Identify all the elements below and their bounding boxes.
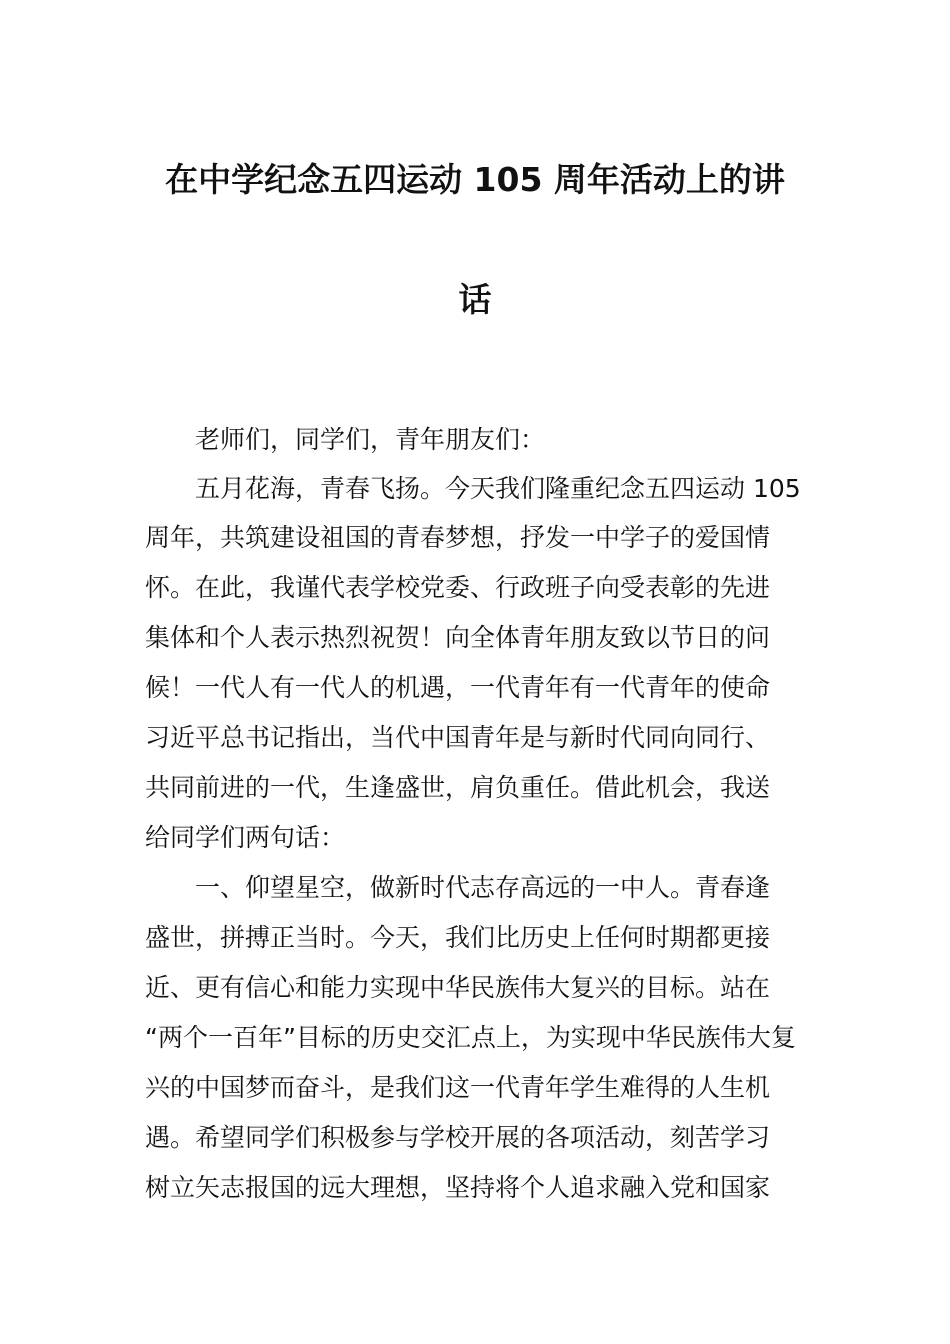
body-line: 兴的中国梦而奋斗，是我们这一代青年学生难得的人生机 [145, 1073, 771, 1102]
body-line: 树立矢志报国的远大理想，坚持将个人追求融入党和国家 [145, 1173, 771, 1202]
body-line: 盛世，拼搏正当时。今天，我们比历史上任何时期都更接 [145, 923, 771, 952]
body-line: 共同前进的一代，生逢盛世，肩负重任。借此机会，我送 [145, 773, 771, 802]
body-line: 候！一代人有一代人的机遇，一代青年有一代青年的使命 [145, 673, 771, 702]
body-line: 怀。在此，我谨代表学校党委、行政班子向受表彰的先进 [145, 573, 771, 602]
body-line: “两个一百年”目标的历史交汇点上，为实现中华民族伟大复 [145, 1023, 796, 1052]
body-line: 集体和个人表示热烈祝贺！向全体青年朋友致以节日的问 [145, 623, 771, 652]
body-line: 老师们，同学们，青年朋友们： [195, 425, 546, 454]
body-line: 周年，共筑建设祖国的青春梦想，抒发一中学子的爱国情 [145, 523, 771, 552]
body-line: 习近平总书记指出，当代中国青年是与新时代同向同行、 [145, 723, 771, 752]
document-title-line-2: 话 [458, 280, 492, 319]
body-line: 五月花海，青春飞扬。今天我们隆重纪念五四运动 105 [195, 474, 801, 503]
document-title-line-1: 在中学纪念五四运动 105 周年活动上的讲 [165, 160, 785, 199]
body-line: 近、更有信心和能力实现中华民族伟大复兴的目标。站在 [145, 973, 771, 1002]
body-line: 给同学们两句话： [145, 823, 346, 852]
body-line: 遇。希望同学们积极参与学校开展的各项活动，刻苦学习 [145, 1123, 771, 1152]
body-line: 一、仰望星空，做新时代志存高远的一中人。青春逢 [195, 873, 771, 902]
